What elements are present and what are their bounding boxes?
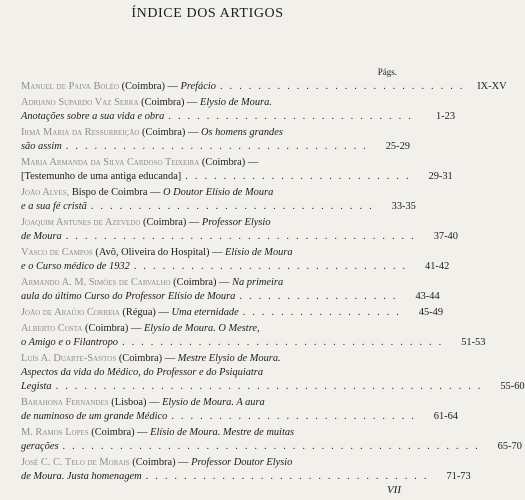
leader-dots: . . . . . . . . . . . . . . . . . . . . . . . . . . [219,81,465,92]
toc-entry [21,156,453,184]
toc-entry [21,80,507,94]
entry-separator: — [185,127,201,138]
entry-separator: — [164,81,181,92]
entry-title-continued: e o Curso médico de 1932 [21,261,130,272]
entry-title: Uma eternidade [171,307,239,318]
entry-title-continued: Aspectos da vida do Médico, do Professor e do Psiquiatra [21,367,264,378]
entry-author: Alberto Costa [21,323,83,334]
leader-dots: . . . . . . . . . . . . . . . . . . . . . . . . . . . . . . . . . . . . . . . . . . . . . [55,381,483,392]
entry-title-continued: [Testemunho de uma antiga educanda] [21,171,182,182]
leader-dots: . . . . . . . . . . . . . . . . . . . . . . . . . . . . . . . . . . . . . [65,231,416,242]
entry-author: Luís A. Duarte-Santos [21,353,117,364]
leader-dots: . . . . . . . . . . . . . . . . . . . . . . . . . . . . . [133,261,408,272]
entry-title: Mestre Elysio de Moura. [177,353,281,364]
entry-pages: 61-64 [433,411,458,422]
entry-pages: 43-44 [415,291,440,302]
entry-pages: 37-40 [433,231,458,242]
entry-author: Joaquim Antunes de Azevedo [21,217,141,228]
toc-entry [21,306,444,320]
toc-entry [21,352,525,394]
toc-entry [21,456,471,484]
entry-title: Prefácio [180,81,216,92]
entry-affiliation: (Coimbra) [91,427,135,438]
entry-title-continued: de Moura. Justa homenagem [21,471,142,482]
entry-pages: 71-73 [446,471,471,482]
leader-dots: . . . . . . . . . . . . . . . . . . . . . . . . . . [171,411,416,422]
toc-entry [21,246,450,274]
entry-title-continued: aula do último Curso do Professor Elísio de Moura [21,291,236,302]
entry-title-continued: Legista [21,381,52,392]
entry-affiliation: (Coimbra) [173,277,217,288]
toc-entry [21,126,410,154]
entry-affiliation: Bispo de Coimbra [71,187,148,198]
entry-title: Os homens grandes [200,127,283,138]
entry-separator: — [175,457,192,468]
entry-separator: — [146,397,163,408]
entry-author: Barahona Fernandes [21,397,109,408]
entry-title: Elísio de Moura. Mestre de muitas [150,427,295,438]
entry-author: Manuel de Paiva Boléo [21,81,120,92]
entry-title: Professor Doutor Elysio [191,457,293,468]
entry-separator: — [128,323,144,334]
leader-dots: . . . . . . . . . . . . . . . . . . . . . . . . . . [168,111,414,122]
entry-author: Adriano Supardo Vaz Serra [21,97,139,108]
entry-separator: — [216,277,233,288]
entry-pages: 25-29 [385,141,410,152]
entry-author: José C. C. Telo de Morais [21,457,130,468]
toc-entry [21,276,440,304]
entry-affiliation: (Coimbra) [121,81,165,92]
entry-affiliation: (Coimbra) [85,323,129,334]
entry-title: Elísio de Moura [225,247,293,258]
entry-title: Professor Elysio [201,217,271,228]
entry-pages: 33-35 [391,201,416,212]
entry-author: Vasco de Campos [21,247,93,258]
entry-pages: 55-60 [500,381,525,392]
table-of-contents [21,80,525,484]
pages-column-header: Págs. [377,67,397,77]
entry-author: M. Ramos Lopes [21,427,89,438]
leader-dots: . . . . . . . . . . . . . . . . . . . . . . . . . . . . . . . . . . . . . . . . . . . . [62,441,480,452]
leader-dots: . . . . . . . . . . . . . . . . . . . . . . . . . . . . . . [90,201,374,212]
entry-affiliation: (Coimbra) [201,157,246,168]
leader-dots: . . . . . . . . . . . . . . . . . . . . . . . . [185,171,411,182]
entry-pages: 41-42 [425,261,450,272]
leader-dots: . . . . . . . . . . . . . . . . . [239,291,398,302]
entry-separator: — [147,187,164,198]
toc-entry [21,322,486,350]
entry-affiliation: (Régua) [122,307,156,318]
entry-separator: — [155,307,172,318]
entry-separator: — [184,97,201,108]
leader-dots: . . . . . . . . . . . . . . . . . [242,307,402,318]
entry-title-continued: são assim [21,141,62,152]
entry-title-continued: de Moura [21,231,62,242]
toc-entry [21,186,416,214]
entry-title: Elysio de Moura. A aura [162,397,265,408]
entry-affiliation: (Coimbra) [132,457,176,468]
page-title: ÍNDICE DOS ARTIGOS [131,6,284,21]
toc-entry [21,96,456,124]
entry-separator: — [162,353,178,364]
entry-author: Irmã Maria da Ressurreição [21,127,140,138]
entry-title-continued: Anotações sobre a sua vida e obra [21,111,165,122]
leader-dots: . . . . . . . . . . . . . . . . . . . . . . . . . . . . . . . . . . [121,337,444,348]
entry-title: Elysio de Moura. [200,97,272,108]
entry-affiliation: (Avô, Oliveira do Hospital) [95,247,210,258]
entry-separator: — [134,427,151,438]
entry-affiliation: (Coimbra) [142,127,186,138]
entry-title: Elysio de Moura. O Mestre, [143,323,260,334]
entry-author: Maria Armanda da Silva Cardoso Teixeira [21,157,200,168]
entry-title: O Doutor Elísio de Moura [163,187,274,198]
toc-entry [21,216,458,244]
entry-pages: 1-23 [435,111,456,122]
leader-dots: . . . . . . . . . . . . . . . . . . . . . . . . . . . . . . . . [65,141,368,152]
entry-title-continued: de numinoso de um grande Médico [21,411,168,422]
entry-affiliation: (Lisboa) [111,397,147,408]
entry-separator: — [209,247,226,258]
page-number: VII [386,484,401,496]
entry-title-continued: o Amigo e o Filantropo [21,337,118,348]
toc-entry [21,426,522,454]
entry-title-continued: gerações [21,441,59,452]
entry-pages: 29-31 [428,171,453,182]
entry-affiliation: (Coimbra) [143,217,187,228]
entry-title-continued: e a sua fé cristã [21,201,87,212]
entry-author: Armando A. M. Simões de Carvalho [21,277,171,288]
entry-separator: — [186,217,202,228]
entry-separator: — [245,157,259,168]
entry-pages: 65-70 [497,441,522,452]
entry-author: João de Araújo Correia [21,307,120,318]
entry-affiliation: (Coimbra) [118,353,163,364]
entry-affiliation: (Coimbra) [141,97,185,108]
leader-dots: . . . . . . . . . . . . . . . . . . . . . . . . . . . . . . [145,471,429,482]
entry-title: Na primeira [232,277,284,288]
entry-pages: IX-XV [477,81,507,92]
entry-author: João Alves, [21,187,70,198]
entry-pages: 45-49 [418,307,444,318]
toc-entry [21,396,458,424]
entry-pages: 51-53 [461,337,486,348]
